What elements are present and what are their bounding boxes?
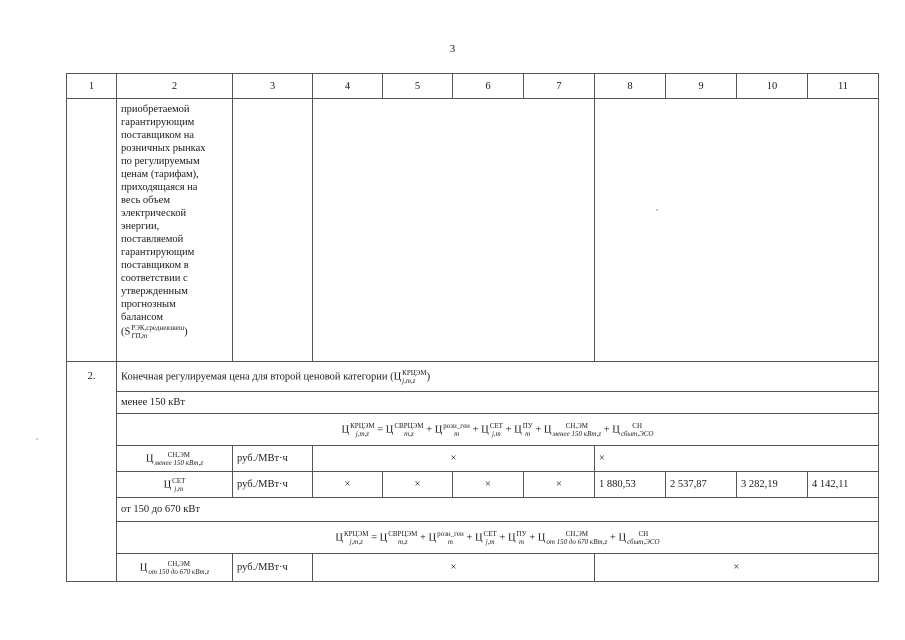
symbol-superscript: СН,ЭМ bbox=[565, 421, 588, 430]
symbol-subscript: m bbox=[447, 537, 453, 546]
page-number: 3 bbox=[449, 43, 456, 55]
symbol-superscript: КРЦЭМ bbox=[343, 529, 369, 538]
cross-mark: × bbox=[595, 554, 879, 582]
value-cell: 1 880,53 bbox=[595, 472, 666, 498]
description-line: соответствии с bbox=[121, 273, 188, 284]
symbol-subscript: m bbox=[525, 429, 531, 438]
unit-cell: руб./МВт·ч bbox=[233, 472, 313, 498]
section-title bbox=[117, 362, 879, 392]
symbol-base: Ц bbox=[514, 423, 522, 435]
plus-sign: + bbox=[532, 423, 544, 435]
col-header: 8 bbox=[595, 74, 666, 99]
symbol-superscript: СН,ЭМ bbox=[565, 529, 588, 538]
symbol-base: S bbox=[124, 326, 131, 338]
symbol-base: Ц bbox=[507, 531, 516, 543]
description-line: балансом bbox=[121, 312, 163, 323]
col-header: 5 bbox=[383, 74, 453, 99]
formula-term bbox=[380, 530, 418, 546]
symbol-base: Ц bbox=[474, 531, 483, 543]
plus-sign: + bbox=[601, 423, 613, 435]
cross-mark: × bbox=[313, 472, 383, 498]
column-numbers-row bbox=[67, 74, 879, 99]
formula-term bbox=[429, 530, 464, 546]
description-line: поставщиком в bbox=[121, 260, 189, 271]
scan-speck bbox=[36, 438, 38, 440]
symbol-subscript: сбыт,ЭСО bbox=[627, 537, 660, 546]
symbol-superscript: СЕТ bbox=[489, 421, 503, 430]
description-line: прогнозным bbox=[121, 299, 176, 310]
formula-row bbox=[67, 414, 879, 446]
col-header: 1 bbox=[67, 74, 117, 99]
tariff-table bbox=[66, 73, 879, 582]
description-line: приходящаяся на bbox=[121, 182, 198, 193]
col-header: 6 bbox=[453, 74, 524, 99]
formula-term bbox=[475, 530, 497, 546]
symbol-subscript: менее 150 кВт,z bbox=[154, 458, 204, 467]
symbol-subscript: j,m bbox=[485, 537, 495, 546]
symbol-base: Ц bbox=[139, 561, 148, 573]
formula-term bbox=[514, 422, 533, 438]
description-line: поставщиком на bbox=[121, 130, 194, 141]
plus-sign: + bbox=[469, 423, 482, 435]
symbol-superscript: СВРЦЭМ bbox=[394, 421, 424, 430]
equals-sign: = bbox=[374, 423, 386, 435]
symbol-subscript: j,m,z bbox=[349, 537, 363, 546]
plus-sign: + bbox=[463, 531, 475, 543]
symbol-subscript: j,m bbox=[174, 484, 184, 493]
plus-sign: + bbox=[417, 531, 429, 543]
section-number: 2. bbox=[67, 362, 117, 582]
empty-cell bbox=[233, 99, 313, 362]
symbol-s-rek bbox=[125, 324, 185, 340]
formula bbox=[117, 414, 879, 446]
symbol-base: Ц bbox=[145, 452, 154, 464]
plus-sign: + bbox=[502, 423, 515, 435]
component-row bbox=[67, 554, 879, 582]
plus-sign: + bbox=[526, 531, 538, 543]
description-line: электрической bbox=[121, 208, 187, 219]
description-line: весь объем bbox=[121, 195, 170, 206]
col-header: 3 bbox=[233, 74, 313, 99]
col-header: 10 bbox=[737, 74, 808, 99]
component-row bbox=[67, 446, 879, 472]
symbol-subscript: m,z bbox=[398, 537, 408, 546]
col-header: 7 bbox=[524, 74, 595, 99]
unit-cell: руб./МВт·ч bbox=[233, 446, 313, 472]
symbol-base: Ц bbox=[385, 423, 394, 435]
symbol-superscript: СЕТ bbox=[483, 529, 497, 538]
symbol-krcem bbox=[394, 369, 427, 385]
symbol-sn-em bbox=[146, 451, 203, 467]
symbol-base: Ц bbox=[543, 423, 552, 435]
symbol-subscript: менее 150 кВт,z bbox=[552, 429, 602, 438]
unit-cell: руб./МВт·ч bbox=[233, 554, 313, 582]
value-cell: 3 282,19 bbox=[737, 472, 808, 498]
continuation-row bbox=[67, 99, 879, 362]
formula-row bbox=[67, 522, 879, 554]
symbol-superscript: СН,ЭМ bbox=[167, 559, 190, 568]
plus-sign: + bbox=[423, 423, 435, 435]
empty-cell bbox=[313, 99, 595, 362]
description-line: розничных рынках bbox=[121, 143, 206, 154]
symbol-subscript: ГП,m bbox=[131, 332, 148, 340]
formula-term bbox=[481, 422, 503, 438]
symbol-superscript: КРЦЭМ bbox=[402, 368, 427, 377]
symbol-base: Ц bbox=[341, 423, 350, 435]
plus-sign: + bbox=[607, 531, 619, 543]
equals-sign: = bbox=[368, 531, 380, 543]
formula-lhs bbox=[335, 530, 368, 546]
col-header: 9 bbox=[666, 74, 737, 99]
description-line: утвержденным bbox=[121, 286, 188, 297]
formula-lhs bbox=[342, 422, 375, 438]
symbol-base: Ц bbox=[428, 531, 437, 543]
symbol-superscript: ПУ bbox=[516, 529, 527, 538]
symbol-set bbox=[164, 477, 186, 493]
empty-cell bbox=[67, 99, 117, 362]
section-title-end: ) bbox=[426, 370, 431, 382]
description-line: по регулируемым bbox=[121, 156, 200, 167]
symbol-superscript: СН bbox=[638, 529, 649, 538]
col-header: 11 bbox=[808, 74, 879, 99]
continuation-description bbox=[117, 99, 233, 362]
component-symbol bbox=[117, 472, 233, 498]
symbol-superscript: РЭК,средневзвеш bbox=[131, 324, 185, 332]
symbol-subscript: m bbox=[519, 537, 525, 546]
cross-mark: × bbox=[524, 472, 595, 498]
description-line: энергии, bbox=[121, 221, 160, 232]
symbol-superscript: КРЦЭМ bbox=[350, 421, 375, 430]
value-cell: 4 142,11 bbox=[808, 472, 879, 498]
symbol-superscript: розн_ген bbox=[443, 421, 470, 430]
description-line: приобретаемой bbox=[121, 104, 190, 115]
symbol-subscript: от 150 до 670 кВт,z bbox=[148, 567, 210, 576]
symbol-subscript: сбыт,ЭСО bbox=[620, 429, 654, 438]
symbol-base: Ц bbox=[434, 423, 443, 435]
col-header: 2 bbox=[117, 74, 233, 99]
symbol-subscript: j,m bbox=[491, 429, 501, 438]
symbol-subscript: j,m,z bbox=[355, 429, 369, 438]
symbol-superscript: ПУ bbox=[522, 421, 533, 430]
component-row bbox=[67, 472, 879, 498]
formula-term bbox=[538, 530, 608, 546]
symbol-base: Ц bbox=[612, 423, 620, 435]
symbol-base: Ц bbox=[393, 370, 402, 382]
symbol-subscript: m,z bbox=[404, 429, 414, 438]
value-cell: 2 537,87 bbox=[666, 472, 737, 498]
formula-term bbox=[612, 422, 653, 438]
formula-term bbox=[618, 530, 659, 546]
symbol-subscript: j,m,z bbox=[402, 376, 416, 385]
component-symbol bbox=[117, 446, 233, 472]
description-line: гарантирующим bbox=[121, 247, 195, 258]
section-title-row bbox=[67, 362, 879, 392]
formula-term bbox=[544, 422, 601, 438]
symbol-base: Ц bbox=[537, 531, 546, 543]
cross-mark: × bbox=[595, 446, 879, 472]
group-label-row bbox=[67, 498, 879, 522]
empty-cell bbox=[595, 99, 879, 362]
description-line: поставляемой bbox=[121, 234, 184, 245]
group-label: от 150 до 670 кВт bbox=[117, 498, 879, 522]
description-lines bbox=[121, 103, 228, 324]
formula bbox=[117, 522, 879, 554]
cross-mark: × bbox=[313, 446, 595, 472]
symbol-superscript: СН bbox=[632, 421, 643, 430]
cross-mark: × bbox=[453, 472, 524, 498]
cross-mark: × bbox=[383, 472, 453, 498]
continuation-symbol: (S РЭК,средневзвеш ГП,m ) bbox=[121, 324, 188, 340]
description-line: гарантирующим bbox=[121, 117, 195, 128]
group-label-row bbox=[67, 392, 879, 414]
component-symbol bbox=[117, 554, 233, 582]
scan-speck bbox=[656, 209, 658, 211]
symbol-sn-em bbox=[140, 560, 210, 576]
formula-term bbox=[508, 530, 527, 546]
formula-term bbox=[435, 422, 470, 438]
symbol-base: Ц bbox=[379, 531, 388, 543]
symbol-superscript: розн_ген bbox=[437, 529, 464, 538]
formula-term bbox=[386, 422, 424, 438]
symbol-base: Ц bbox=[335, 531, 343, 543]
symbol-subscript: от 150 до 670 кВт,z bbox=[546, 537, 608, 546]
plus-sign: + bbox=[496, 531, 508, 543]
symbol-base: Ц bbox=[163, 478, 172, 490]
symbol-subscript: m bbox=[454, 429, 460, 438]
col-header: 4 bbox=[313, 74, 383, 99]
section-title-text: Конечная регулируемая цена для второй ценовой категории ( bbox=[121, 370, 394, 382]
symbol-base: Ц bbox=[481, 423, 489, 435]
cross-mark: × bbox=[313, 554, 595, 582]
description-line: ценам (тарифам), bbox=[121, 169, 199, 180]
symbol-base: Ц bbox=[618, 531, 627, 543]
symbol-superscript: СН,ЭМ bbox=[167, 450, 190, 459]
symbol-superscript: СВРЦЭМ bbox=[388, 529, 418, 538]
symbol-superscript: СЕТ bbox=[172, 476, 186, 485]
group-label: менее 150 кВт bbox=[117, 392, 879, 414]
